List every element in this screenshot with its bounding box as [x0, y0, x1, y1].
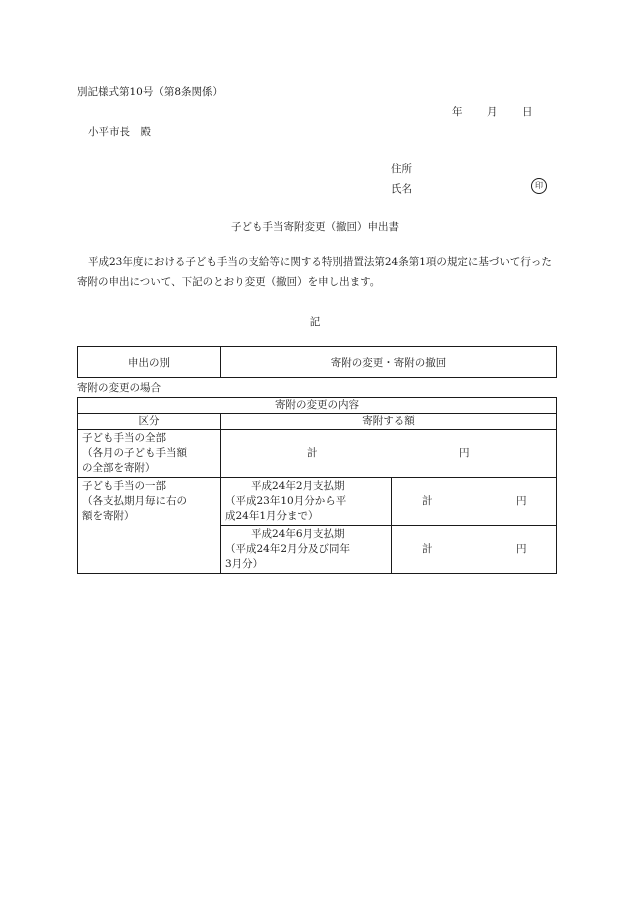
period2-line3: 3月分）: [225, 558, 264, 570]
period2-line2: （平成24年2月分及び同年: [225, 543, 351, 555]
change-case-label: 寄附の変更の場合: [77, 382, 161, 394]
amount-header: 寄附する額: [221, 414, 557, 430]
amount-all-kei: 計: [307, 447, 318, 459]
period2-line1: 平成24年6月支払期: [251, 528, 345, 540]
period1-line3: 成24年1月分まで）: [225, 510, 319, 522]
request-type-table: [77, 346, 557, 378]
category-part: [78, 478, 221, 574]
name-label: 氏名: [391, 183, 412, 195]
date-day-label: 日: [522, 106, 533, 118]
period2-cell: [221, 526, 392, 574]
addressee: 小平市長 殿: [88, 126, 151, 138]
document-title: 子ども手当寄附変更（撤回）申出書: [231, 221, 399, 233]
period2-amount-cell: [392, 526, 557, 574]
period1-amount-cell: [392, 478, 557, 526]
amount-all-yen: 円: [459, 447, 470, 459]
period1-yen: 円: [516, 495, 527, 507]
category-all-line3: の全部を寄附）: [82, 462, 156, 474]
period1-kei: 計: [422, 495, 433, 507]
period2-yen: 円: [516, 543, 527, 555]
request-type-value: 寄附の変更・寄附の撤回: [221, 347, 557, 378]
body-paragraph: 平成23年度における子ども手当の支給等に関する特別措置法第24条第1項の規定に基づいて行った寄附の申出について、下記のとおり変更（撤回）を申し出ます。: [77, 256, 552, 288]
change-details-table: [77, 397, 557, 574]
period2-kei: 計: [422, 543, 433, 555]
date-year-label: 年: [452, 106, 463, 118]
category-header: 区分: [78, 414, 221, 430]
ki-heading: 記: [309, 316, 321, 328]
address-label: 住所: [391, 163, 412, 175]
amount-all-cell: [221, 430, 557, 478]
seal-mark: 印: [531, 178, 547, 194]
category-part-line3: 額を寄附）: [82, 510, 135, 522]
period1-line2: （平成23年10月分から平: [225, 495, 347, 507]
request-type-header: 申出の別: [78, 347, 221, 378]
form-number: 別記様式第10号（第8条関係）: [77, 86, 224, 98]
category-all-line1: 子ども手当の全部: [82, 432, 166, 444]
period1-cell: [221, 478, 392, 526]
category-all: [78, 430, 221, 478]
category-part-line2: （各支払期月毎に右の: [82, 495, 187, 507]
category-part-line1: 子ども手当の一部: [82, 480, 166, 492]
period1-line1: 平成24年2月支払期: [251, 480, 345, 492]
category-all-line2: （各月の子ども手当額: [82, 447, 187, 459]
date-month-label: 月: [487, 106, 498, 118]
change-details-title: 寄附の変更の内容: [78, 398, 557, 414]
